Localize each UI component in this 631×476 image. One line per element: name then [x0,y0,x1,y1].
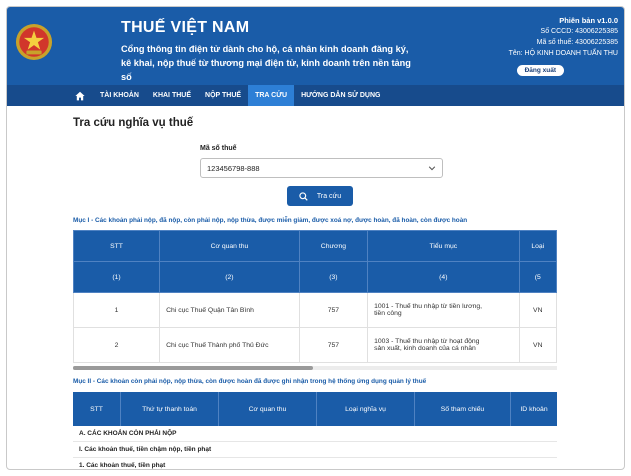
cell-agency: Chi cục Thuế Quận Tân Bình [160,293,300,328]
scrollbar-thumb[interactable] [73,366,313,370]
col-number-4: (4) [368,262,519,293]
horizontal-scrollbar[interactable] [73,366,557,370]
cell-chapter: 757 [299,293,367,328]
brand-subtitle-line-2: kê khai, nộp thuế từ thương mại điện tử, kinh doanh trên nền tảng số [121,58,411,82]
taxpayer-name-label: Tên: HỘ KINH DOANH TUẤN THU [508,50,618,57]
cell-type: VN [519,293,556,328]
list-item: I. Các khoản thuế, tiền chậm nộp, tiền phạt [73,442,557,458]
nav-home[interactable] [71,85,89,106]
table-header-row [73,392,557,426]
section-1-title: Mục I - Các khoản phải nộp, đã nộp, còn phải nộp, nộp thừa, được miễn giảm, được xoá nợ, được hoàn, đã hoàn, còn được hoàn [73,217,468,224]
list-item: 1. Các khoản thuế, tiền phạt [73,458,557,470]
col-number-3: (3) [299,262,367,293]
page-title: Tra cứu nghĩa vụ thuế [73,117,194,129]
col-header-chapter: Chương [299,231,367,262]
logout-button[interactable]: Đăng xuất [517,65,564,76]
version-label: Phiên bản v1.0.0 [559,16,618,25]
col-number-2: (2) [160,262,300,293]
col-number-5: (5 [519,262,556,293]
table-number-row [74,262,557,293]
chevron-down-icon [428,164,436,172]
col-header-stt: STT [74,231,160,262]
tax-code-select[interactable] [200,158,443,178]
app-frame [6,6,625,470]
brand-subtitle [121,42,421,84]
col-header-reference-number: Số tham chiếu [415,392,511,426]
cell-chapter: 757 [299,328,367,363]
col-header-obligation-type: Loại nghĩa vụ [317,392,415,426]
cell-submodule [368,293,519,328]
cell-agency: Chi cục Thuế Thành phố Thủ Đức [160,328,300,363]
col-header-stt: STT [73,392,121,426]
cell-submodule [368,328,519,363]
home-icon [75,91,85,101]
nav-item-pay[interactable]: NỘP THUẾ [205,92,242,99]
cell-stt: 1 [74,293,160,328]
taxpayer-info [509,15,618,59]
obligations-table [73,230,557,365]
col-header-agency: Cơ quan thu [160,231,300,262]
cell-submodule-line-1: 1003 - Thuế thu nhập từ hoạt động [374,338,480,345]
cccd-label: Số CCCD: 43006225385 [540,28,618,35]
section-2-title: Mục II - Các khoản còn phải nộp, nộp thừa, còn được hoàn đã được ghi nhận trong hệ thống ứng dụng quản lý thuế [73,378,427,385]
national-emblem-icon [15,23,53,61]
col-header-type: Loại [519,231,556,262]
col-header-submodule: Tiểu mục [368,231,519,262]
nav-item-guide[interactable]: HƯỚNG DẪN SỬ DỤNG [301,92,381,99]
brand-subtitle-line-1: Cổng thông tin điện tử dành cho hộ, cá nhân kinh doanh đăng ký, [121,44,409,54]
col-header-item-id: ID khoản [520,405,548,413]
col-number-1: (1) [74,262,160,293]
col-header-payment-order: Thứ tự thanh toán [121,392,219,426]
table-row[interactable] [74,293,557,328]
cell-submodule-line-2: sản xuất, kinh doanh của cá nhân [374,345,476,352]
search-button-label: Tra cứu [316,192,342,200]
cell-stt: 2 [74,328,160,363]
main-nav [7,85,625,106]
search-button[interactable] [287,186,353,206]
search-icon [299,192,308,201]
cell-type: VN [519,328,556,363]
tax-code-field-label: Mã số thuế [200,145,237,152]
table-row[interactable] [74,328,557,363]
tax-code-select-value: 123456798-888 [207,163,260,173]
nav-item-lookup[interactable]: TRA CỨU [248,85,294,106]
site-header [7,7,625,85]
brand-title: THUẾ VIỆT NAM [121,19,250,36]
nav-item-account[interactable]: TÀI KHOẢN [100,92,139,99]
cell-submodule-line-1: 1001 - Thuế thu nhập từ tiền lương, [374,303,483,310]
list-item: A. CÁC KHOẢN CÒN PHẢI NỘP [73,426,557,442]
col-header-agency: Cơ quan thu [219,392,317,426]
cell-submodule-line-2: tiền công [374,310,402,317]
table-header-row [74,231,557,262]
recorded-obligations-table [73,392,557,470]
tax-code-label: Mã số thuế: 43006225385 [536,39,618,46]
nav-item-declare[interactable]: KHAI THUẾ [152,92,192,99]
